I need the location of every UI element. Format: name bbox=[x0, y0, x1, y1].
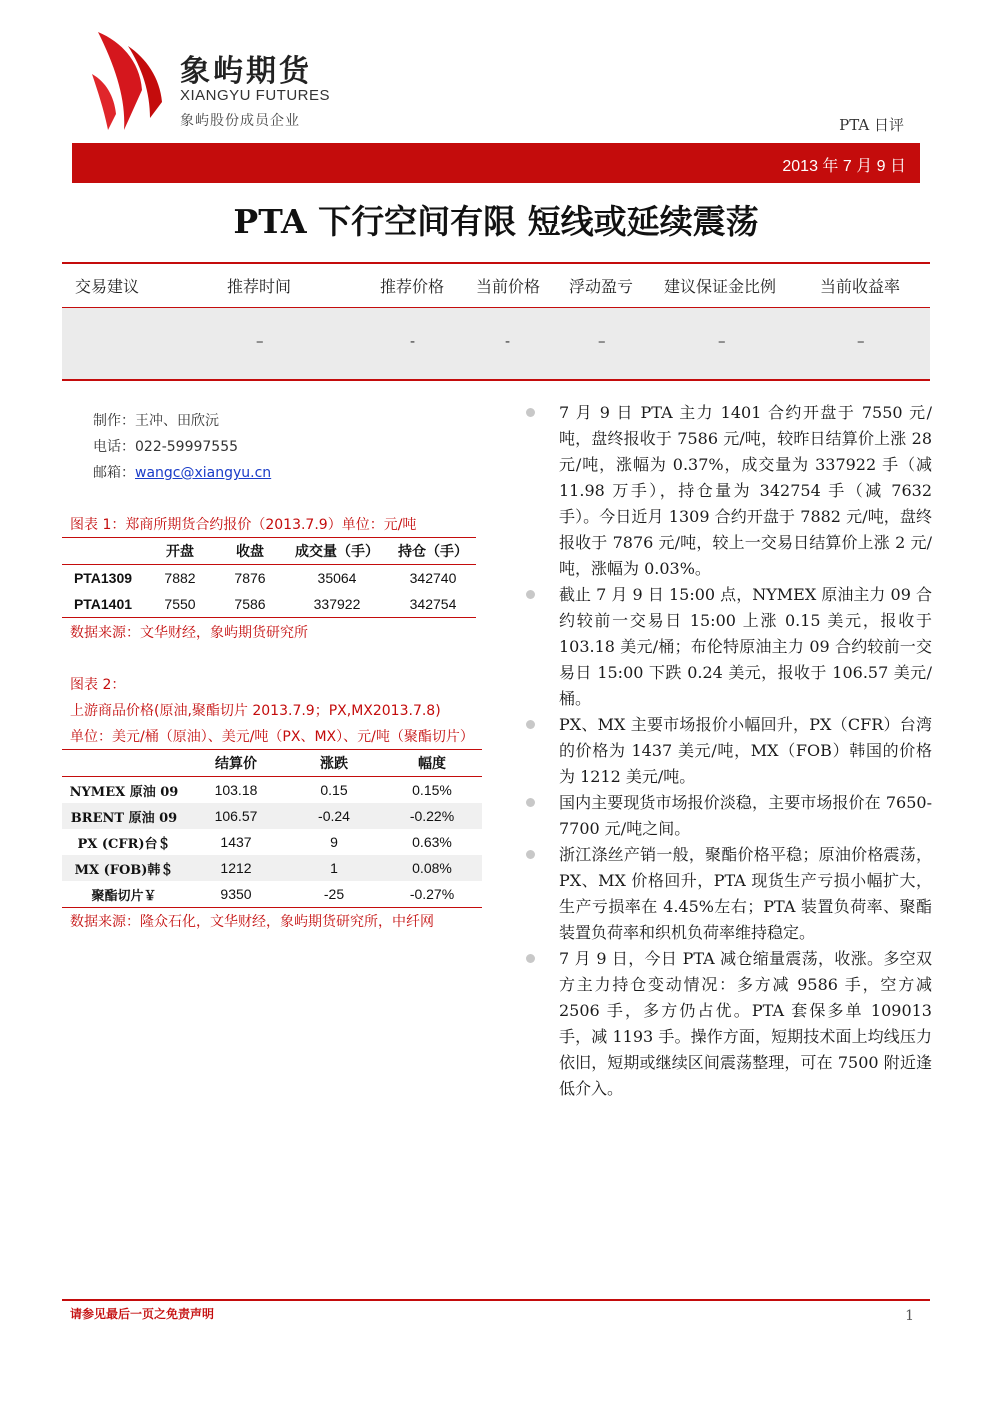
table-cell: NYMEX 原油 09 bbox=[69, 784, 179, 800]
rec-body bbox=[62, 308, 930, 379]
table-header-cell: 持仓（手） bbox=[398, 544, 468, 560]
rec-header-pnl: 浮动盈亏 bbox=[569, 277, 634, 296]
rec-value-margin: – bbox=[718, 332, 726, 350]
table-row bbox=[62, 855, 482, 881]
list-item bbox=[524, 790, 932, 842]
table-cell: 342754 bbox=[409, 596, 457, 612]
upstream-price-table bbox=[62, 749, 482, 908]
rec-header-price: 推荐价格 bbox=[380, 277, 445, 296]
author-email-link[interactable]: wangc@xiangyu.cn bbox=[135, 465, 272, 481]
bullet-icon bbox=[526, 798, 535, 807]
table2-source: 数据来源：隆众石化，文华财经，象屿期货研究所，中纤网 bbox=[70, 914, 434, 930]
futures-quote-table bbox=[62, 537, 476, 618]
author-maker: 制作：王冲、田欣沅 bbox=[93, 413, 219, 429]
table-cell: 1 bbox=[286, 855, 382, 881]
table1-source: 数据来源：文华财经，象屿期货研究所 bbox=[70, 625, 308, 641]
divider bbox=[62, 379, 930, 381]
table-header-cell: 结算价 bbox=[215, 756, 257, 772]
table-header-cell: 涨跌 bbox=[320, 756, 348, 772]
table-row bbox=[62, 777, 482, 804]
list-item bbox=[524, 712, 932, 790]
table-cell: 9 bbox=[330, 834, 338, 850]
rec-header-margin: 建议保证金比例 bbox=[664, 277, 777, 296]
page-number: 1 bbox=[905, 1308, 914, 1324]
bullet-icon bbox=[526, 720, 535, 729]
table-cell: 1212 bbox=[186, 855, 286, 881]
bullet-icon bbox=[526, 408, 535, 417]
author-phone: 电话：022-59997555 bbox=[93, 439, 239, 455]
table-cell: PTA1401 bbox=[73, 596, 133, 612]
table-cell: 0.08% bbox=[382, 855, 482, 881]
list-item bbox=[524, 946, 932, 1102]
list-item bbox=[524, 582, 932, 712]
page-title: PTA 下行空间有限 短线或延续震荡 bbox=[233, 202, 759, 241]
date-banner bbox=[72, 143, 920, 183]
bullet-text: PX、MX 主要市场报价小幅回升，PX（CFR）台湾的价格为 1437 美元/吨，MX（FOB）韩国的价格为 1212 美元/吨。 bbox=[559, 715, 932, 786]
table-header-cell: 成交量（手） bbox=[295, 544, 379, 560]
table-cell: -0.27% bbox=[409, 886, 455, 902]
table-cell: 106.57 bbox=[186, 803, 286, 829]
table-header-row bbox=[62, 750, 482, 777]
list-item bbox=[524, 842, 932, 946]
rec-header-current-price: 当前价格 bbox=[476, 277, 541, 296]
table-cell: 1437 bbox=[220, 834, 252, 850]
author-email-row bbox=[93, 462, 271, 482]
table-cell: MX (FOB)韩＄ bbox=[62, 855, 186, 881]
bullet-text: 7 月 9 日 PTA 主力 1401 合约开盘于 7550 元/吨，盘终报收于 7586 元/吨，较昨日结算价上涨 28 元/吨，涨幅为 0.37%，成交量为 337922 手（减 11.98 万手），持仓量为 342754 手（减 7632 手）。今日近月 1309 合约开盘于 7882 元/吨，盘终报收于 7876 元/吨，较上一交易日结算价上涨 2 元/吨，涨幅为 0.03%。 bbox=[559, 403, 932, 578]
table-cell: 342740 bbox=[409, 570, 457, 586]
table-row bbox=[62, 881, 482, 908]
report-date: 2013 年 7 月 9 日 bbox=[782, 158, 906, 175]
footer-divider bbox=[62, 1299, 930, 1301]
table-cell: -0.24 bbox=[286, 803, 382, 829]
rec-value-return: – bbox=[857, 332, 865, 350]
table2-caption-line3: 单位：美元/桶（原油）、美元/吨（PX、MX）、元/吨（聚酯切片） bbox=[70, 729, 474, 745]
table-row bbox=[62, 803, 482, 829]
table-header-cell: 幅度 bbox=[418, 756, 446, 772]
table-cell: 9350 bbox=[220, 886, 252, 902]
table-cell: PX (CFR)台＄ bbox=[77, 836, 171, 852]
rec-value-price: - bbox=[410, 332, 416, 350]
bullet-text: 国内主要现货市场报价淡稳，主要市场报价在 7650-7700 元/吨之间。 bbox=[559, 793, 932, 838]
table-cell: 0.63% bbox=[412, 834, 452, 850]
table-cell: 7550 bbox=[164, 596, 196, 612]
company-name-en: XIANGYU FUTURES bbox=[180, 87, 331, 104]
table-header-cell bbox=[62, 750, 186, 777]
company-name-cn: 象屿期货 bbox=[180, 54, 312, 89]
divider bbox=[62, 262, 930, 264]
bullet-text: 7 月 9 日，今日 PTA 减仓缩量震荡，收涨。多空双方主力持仓变动情况：多方减 9586 手，空方减 2506 手，多方仍占优。PTA 套保多单 109013 手，减 1193 手。操作方面，短期技术面上均线压力依旧，短期或继续区间震荡整理，可在 7500 附近逢低介入。 bbox=[559, 949, 932, 1098]
table2-caption: 图表 2： bbox=[70, 677, 126, 693]
table-cell: 337922 bbox=[313, 596, 361, 612]
table-cell: 7876 bbox=[234, 570, 266, 586]
bullet-icon bbox=[526, 954, 535, 963]
table-cell: 35064 bbox=[317, 570, 357, 586]
table-row bbox=[62, 829, 482, 855]
bullet-icon bbox=[526, 850, 535, 859]
table-header-cell bbox=[62, 538, 144, 565]
table-cell: PTA1309 bbox=[73, 570, 133, 586]
table-header-row bbox=[62, 538, 476, 565]
table-row bbox=[62, 591, 476, 618]
rec-value-pnl: – bbox=[598, 332, 606, 350]
table-cell: 聚酯切片￥ bbox=[91, 888, 157, 904]
table-row bbox=[62, 565, 476, 592]
bullet-text: 浙江涤丝产销一般，聚酯价格平稳；原油价格震荡，PX、MX 价格回升，PTA 现货生产亏损小幅扩大，生产亏损率在 4.45%左右；PTA 装置负荷率、聚酯装置负荷率和织机负荷率维持稳定。 bbox=[559, 845, 932, 942]
table-cell: -0.22% bbox=[382, 803, 482, 829]
disclaimer-note: 请参见最后一页之免责声明 bbox=[70, 1307, 215, 1321]
analysis-bullet-list bbox=[524, 400, 932, 1102]
table1-caption: 图表 1：郑商所期货合约报价（2013.7.9）单位：元/吨 bbox=[70, 517, 417, 533]
list-item bbox=[524, 400, 932, 582]
report-type: PTA 日评 bbox=[839, 116, 904, 134]
table-header-cell: 收盘 bbox=[236, 544, 264, 560]
bullet-icon bbox=[526, 590, 535, 599]
table-cell: 7586 bbox=[234, 596, 266, 612]
rec-value-current-price: - bbox=[505, 332, 511, 350]
rec-header-time: 推荐时间 bbox=[227, 277, 292, 296]
table-cell: -25 bbox=[323, 886, 345, 902]
table2-caption-line2: 上游商品价格(原油,聚酯切片 2013.7.9；PX,MX2013.7.8) bbox=[70, 703, 441, 719]
author-email-label: 邮箱： bbox=[93, 465, 135, 481]
table-cell: 103.18 bbox=[214, 782, 258, 798]
rec-value-time: – bbox=[256, 332, 264, 350]
company-subtitle: 象屿股份成员企业 bbox=[180, 113, 300, 129]
table-cell: BRENT 原油 09 bbox=[62, 803, 186, 829]
table-cell: 0.15 bbox=[320, 782, 348, 798]
rec-header-advice: 交易建议 bbox=[75, 277, 140, 296]
rec-header-return: 当前收益率 bbox=[820, 277, 901, 296]
table-header-cell: 开盘 bbox=[166, 544, 194, 560]
bullet-text: 截止 7 月 9 日 15:00 点，NYMEX 原油主力 09 合约较前一交易日 15:00 上涨 0.15 美元，报收于 103.18 美元/桶；布伦特原油主力 09 合约较前一交易日 15:00 下跌 0.24 美元，报收于 106.57 美元/桶。 bbox=[559, 585, 932, 708]
table-cell: 0.15% bbox=[412, 782, 452, 798]
table-cell: 7882 bbox=[164, 570, 196, 586]
company-logo-icon bbox=[88, 28, 168, 132]
